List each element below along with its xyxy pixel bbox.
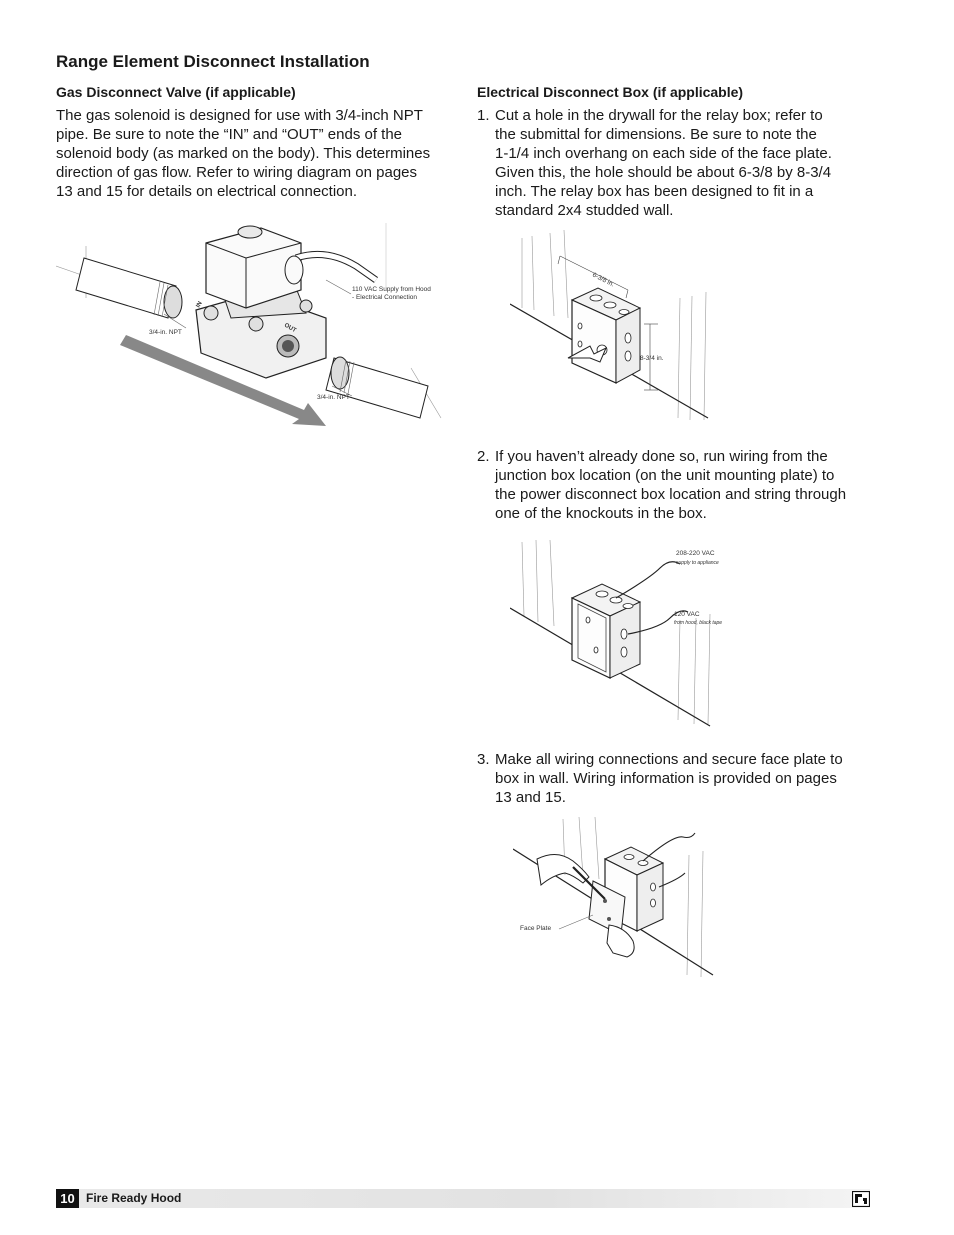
wire-label-a: 208-220 VAC	[676, 550, 715, 557]
page-title: Range Element Disconnect Installation	[56, 52, 370, 71]
gas-paragraph-line: pipe. Be sure to note the “IN” and “OUT” ends of the	[56, 126, 403, 143]
gas-paragraph-line: solenoid body (as marked on the body). This determines	[56, 145, 431, 162]
step-line: inch. The relay box has been designed to fit in a	[495, 183, 814, 200]
supply-label-line1: 110 VAC Supply from Hood	[352, 286, 431, 293]
dimension-width-label: 6-3/8 in.	[591, 271, 616, 289]
page-number: 10	[56, 1189, 79, 1208]
supply-label-line2: - Electrical Connection	[352, 294, 418, 301]
gas-paragraph-line: 13 and 15 for details on electrical connection.	[56, 183, 358, 200]
document-name: Fire Ready Hood	[86, 1191, 182, 1205]
wire-label-a-sub: supply to appliance	[676, 560, 719, 566]
gas-solenoid-valve-illustration	[56, 218, 456, 433]
face-plate-installation-illustration	[513, 815, 718, 980]
gas-paragraph-line: direction of gas flow. Refer to wiring diagram on pages	[56, 164, 418, 181]
greenheck-logo-icon	[852, 1191, 870, 1207]
gas-section-paragraph	[56, 106, 456, 201]
step-number: 3.	[477, 751, 490, 768]
step-line: If you haven’t already done so, run wiring from the	[495, 448, 828, 465]
gas-paragraph-line: The gas solenoid is designed for use with 3/4-inch NPT	[56, 107, 423, 124]
step-text	[495, 447, 846, 523]
step-text	[495, 106, 832, 220]
step-number: 1.	[477, 107, 490, 124]
step-line: the power disconnect box location and string through	[495, 486, 847, 503]
step-3	[477, 750, 877, 810]
step-2	[477, 447, 877, 525]
step-text	[495, 750, 843, 807]
step-line: one of the knockouts in the box.	[495, 505, 707, 522]
electrical-section-heading: Electrical Disconnect Box (if applicable)	[477, 84, 744, 100]
step-1	[477, 106, 877, 221]
step-line: Cut a hole in the drywall for the relay box; refer to	[495, 107, 823, 124]
valve-in-mark: IN	[195, 300, 204, 309]
step-line: box in wall. Wiring information is provided on pages	[495, 770, 837, 787]
dimension-height-label: 8-3/4 in.	[640, 355, 664, 362]
step-line: junction box location (on the unit mounting plate) to	[495, 467, 835, 484]
wire-label-b-sub: from hood, black tape	[674, 620, 723, 626]
box-wiring-illustration	[510, 538, 740, 728]
valve-out-mark: OUT	[283, 322, 297, 335]
npt-right-label: 3/4-in. NPT	[317, 394, 350, 401]
step-line: Given this, the hole should be about 6-3/8 by 8-3/4	[495, 164, 832, 181]
step-line: standard 2x4 studded wall.	[495, 202, 674, 219]
relay-box-cutout-illustration	[510, 228, 715, 423]
step-number: 2.	[477, 448, 490, 465]
gas-section-heading: Gas Disconnect Valve (if applicable)	[56, 84, 296, 100]
step-line: 1-1/4 inch overhang on each side of the face plate.	[495, 145, 832, 162]
step-line: the submittal for dimensions. Be sure to note the	[495, 126, 817, 143]
step-line: Make all wiring connections and secure face plate to	[495, 751, 843, 768]
face-plate-label: Face Plate	[520, 925, 552, 932]
npt-left-label: 3/4-in. NPT	[149, 329, 182, 336]
wire-label-b: 120 VAC	[674, 611, 700, 618]
step-line: 13 and 15.	[495, 789, 566, 806]
